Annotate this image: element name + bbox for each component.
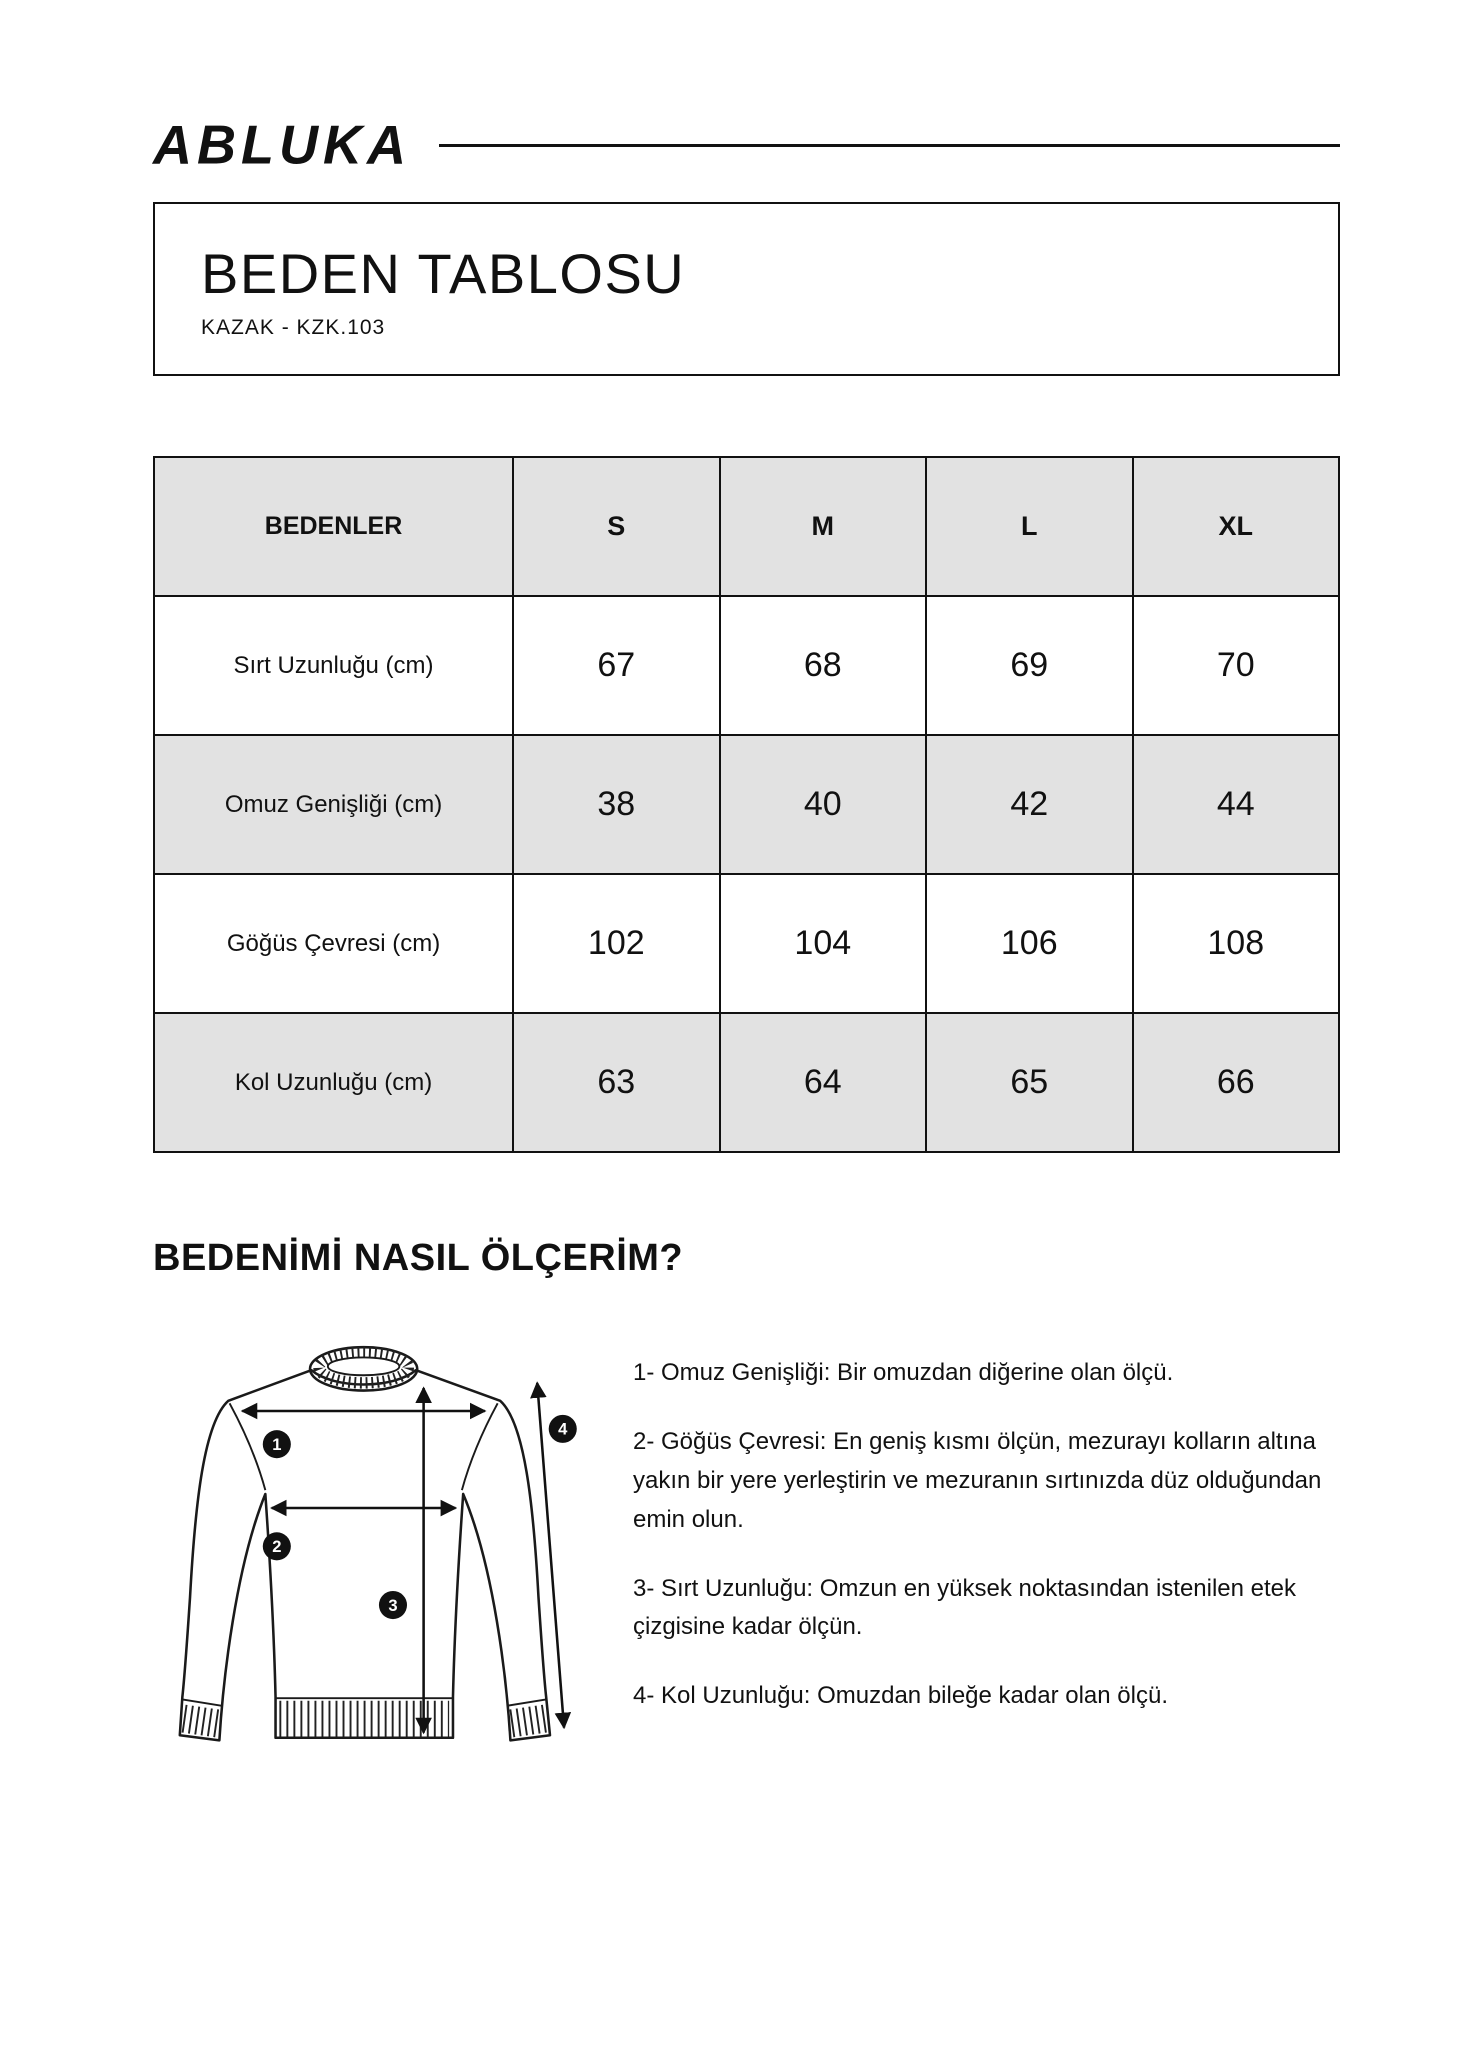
size-value: 44	[1133, 735, 1340, 874]
sweater-illustration	[153, 1314, 587, 1799]
size-value: 63	[513, 1013, 719, 1152]
sweater-diagram	[153, 1314, 593, 1799]
column-header-bedenler: BEDENLER	[154, 457, 513, 596]
instruction-back-length: 3- Sırt Uzunluğu: Omzun en yüksek noktasından istenilen etek çizgisine kadar ölçün.	[633, 1574, 1297, 1641]
size-value: 38	[513, 735, 719, 874]
table-row-shoulder-width	[154, 735, 1339, 874]
column-header-s: S	[513, 457, 719, 596]
table-header-row	[154, 457, 1339, 596]
right-cuff-top-line	[507, 1699, 547, 1705]
brand-header	[153, 114, 1340, 176]
brand-logo: ABLUKA	[153, 114, 411, 176]
marker-1	[263, 1430, 291, 1458]
size-value: 40	[720, 735, 926, 874]
measure-instructions	[633, 1314, 1340, 1799]
measure-section	[153, 1314, 1340, 1799]
size-chart-page	[153, 0, 1340, 1799]
left-armhole-seam	[230, 1403, 266, 1490]
size-value: 102	[513, 874, 719, 1013]
row-label: Göğüs Çevresi (cm)	[154, 874, 513, 1013]
column-header-l: L	[926, 457, 1132, 596]
collar-inner	[328, 1357, 399, 1375]
svg-text:3: 3	[388, 1595, 398, 1615]
size-value: 68	[720, 596, 926, 735]
page-title: BEDEN TABLOSU	[201, 242, 686, 305]
table-row-back-length	[154, 596, 1339, 735]
size-value: 108	[1133, 874, 1340, 1013]
instruction-shoulder-width: 1- Omuz Genişliği: Bir omuzdan diğerine olan ölçü.	[633, 1359, 1174, 1386]
size-value: 65	[926, 1013, 1132, 1152]
marker-3	[379, 1591, 407, 1619]
table-row-sleeve-length	[154, 1013, 1339, 1152]
column-header-xl: XL	[1133, 457, 1340, 596]
row-label: Kol Uzunluğu (cm)	[154, 1013, 513, 1152]
size-value: 67	[513, 596, 719, 735]
column-header-m: M	[720, 457, 926, 596]
product-code: KAZAK - KZK.103	[201, 316, 386, 339]
instruction-sleeve-length: 4- Kol Uzunluğu: Omuzdan bileğe kadar olan ölçü.	[633, 1682, 1168, 1710]
left-cuff-rib	[184, 1719, 220, 1724]
left-cuff-top-line	[182, 1699, 222, 1705]
header-rule	[439, 144, 1340, 147]
size-value: 42	[926, 735, 1132, 874]
size-value: 64	[720, 1013, 926, 1152]
title-box	[153, 202, 1340, 376]
svg-text:2: 2	[272, 1537, 282, 1557]
sweater-body-outline	[180, 1370, 550, 1740]
size-value: 66	[1133, 1013, 1340, 1152]
marker-4	[549, 1415, 577, 1443]
instruction-chest: 2- Göğüs Çevresi: En geniş kısmı ölçün, mezurayı kolların altına yakın bir yere yerleştirin ve mezuranın sırtınızda düz olduğundan emin olun.	[633, 1427, 1322, 1533]
right-cuff-rib	[509, 1719, 545, 1724]
svg-text:4: 4	[558, 1419, 568, 1439]
size-table	[153, 456, 1340, 1153]
table-row-chest	[154, 874, 1339, 1013]
size-value: 104	[720, 874, 926, 1013]
marker-2	[263, 1532, 291, 1560]
row-label: Sırt Uzunluğu (cm)	[154, 596, 513, 735]
size-value: 106	[926, 874, 1132, 1013]
size-value: 69	[926, 596, 1132, 735]
measure-heading: BEDENİMİ NASIL ÖLÇERİM?	[153, 1237, 684, 1279]
size-value: 70	[1133, 596, 1340, 735]
svg-text:1: 1	[272, 1434, 282, 1454]
right-armhole-seam	[462, 1403, 498, 1490]
row-label: Omuz Genişliği (cm)	[154, 735, 513, 874]
